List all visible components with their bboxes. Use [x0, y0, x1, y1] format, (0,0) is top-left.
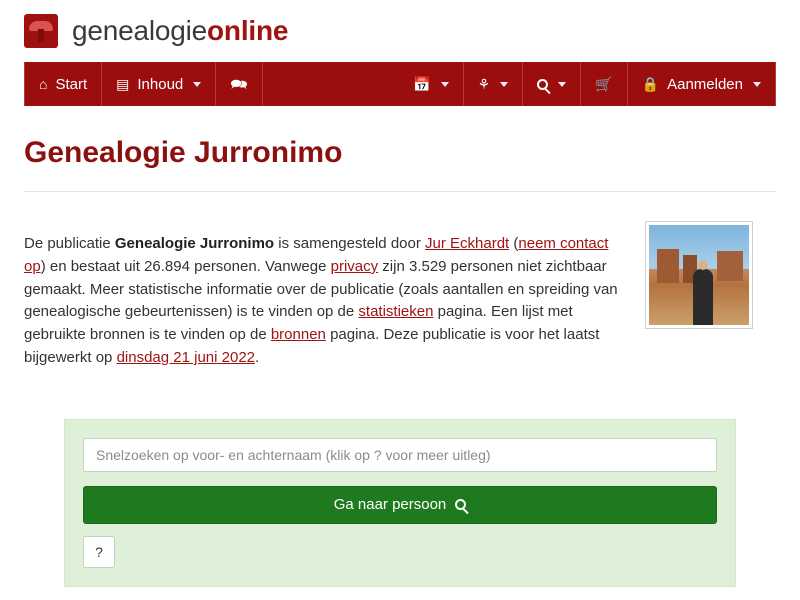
- publication-name: Genealogie Jurronimo: [114, 235, 275, 252]
- nav-label-inhoud: Inhoud: [137, 75, 184, 93]
- intro-t8: .: [255, 348, 260, 366]
- intro-t5: zijn 3.529 personen niet zichtbaar gemaakt. Meer statistische informatie over de publicatie (zoals aantallen en spreiding van genealogische gebeurtenissen) is te vinden op de: [24, 257, 618, 321]
- go-to-person-button[interactable]: [83, 486, 717, 524]
- comments-icon: 🗪: [230, 76, 248, 92]
- photo-butte-right: [717, 251, 743, 281]
- nav-spacer: [263, 62, 400, 106]
- chevron-down-icon-aanmelden: [753, 82, 761, 87]
- nav-item-comments[interactable]: [216, 62, 262, 106]
- chevron-down-icon-search: [558, 82, 566, 87]
- intro-t2: is samengesteld door: [274, 235, 426, 252]
- lock-icon: 🔒: [641, 76, 660, 92]
- intro-paragraph: [24, 233, 629, 370]
- privacy-link[interactable]: privacy: [330, 257, 379, 275]
- author-link[interactable]: Jur Eckhardt: [425, 235, 510, 252]
- intro-t4: ) en bestaat uit 26.894 personen. Vanwege: [40, 257, 331, 275]
- brand-title-bold: online: [207, 15, 289, 46]
- author-photo: [645, 221, 753, 329]
- nav-item-search[interactable]: [523, 62, 581, 106]
- photo-butte-left: [657, 249, 679, 283]
- page-title: Genealogie Jurronimo: [24, 136, 343, 169]
- intro-t1: De publicatie: [24, 235, 115, 252]
- calendar-icon: 📅: [413, 76, 431, 92]
- contact-link[interactable]: neem contact op: [24, 235, 609, 275]
- nav-item-cart[interactable]: [581, 62, 627, 106]
- intro-t7: pagina. Deze publicatie is voor het laatst bijgewerkt op: [24, 326, 600, 366]
- nav-label-start: Start: [55, 75, 88, 93]
- brand-title-light: genealogie: [72, 15, 208, 46]
- intro-block: [24, 192, 776, 385]
- nav-label-aanmelden: Aanmelden: [667, 75, 743, 93]
- brand-title[interactable]: [72, 17, 288, 45]
- chevron-down-icon: [193, 82, 201, 87]
- home-icon: ⌂: [39, 76, 48, 92]
- quick-search-panel: [64, 419, 736, 587]
- author-photo-image: [649, 225, 749, 325]
- tree-icon: ⚘: [477, 76, 491, 92]
- search-input[interactable]: [83, 438, 717, 472]
- statistics-link[interactable]: statistieken: [358, 303, 434, 321]
- nav-item-start[interactable]: [24, 62, 102, 106]
- title-section: [24, 136, 776, 192]
- book-icon: ▤: [116, 76, 130, 92]
- cart-icon: 🛒: [595, 76, 613, 92]
- main-navbar: [24, 62, 776, 106]
- nav-item-aanmelden[interactable]: [628, 62, 776, 106]
- nav-item-inhoud[interactable]: [102, 62, 216, 106]
- chevron-down-icon-tree: [500, 82, 508, 87]
- search-icon-button: [455, 499, 466, 510]
- photo-person: [693, 269, 713, 325]
- intro-t6: pagina. Een lijst met gebruikte bronnen is te vinden op de: [24, 303, 573, 344]
- nav-item-calendar[interactable]: [399, 62, 463, 106]
- search-icon: [537, 79, 548, 90]
- brand-header: [0, 0, 800, 58]
- help-button[interactable]: ?: [83, 536, 115, 568]
- sources-link[interactable]: bronnen: [270, 326, 326, 344]
- intro-t3: (: [509, 235, 519, 252]
- nav-item-tree[interactable]: [464, 62, 524, 106]
- chevron-down-icon-calendar: [441, 82, 449, 87]
- content-area: [24, 192, 776, 587]
- mushroom-logo-icon[interactable]: [24, 14, 58, 48]
- go-to-person-label: Ga naar persoon: [333, 496, 447, 514]
- updated-date-link[interactable]: dinsdag 21 juni 2022: [116, 348, 256, 366]
